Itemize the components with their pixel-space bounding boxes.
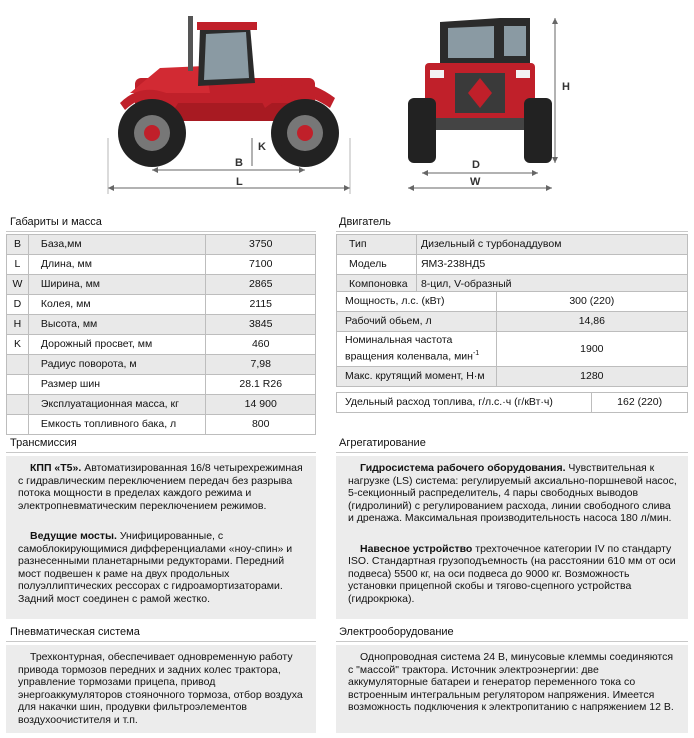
table-row [337,332,688,367]
dimension-code [7,355,29,375]
table-row [337,235,688,255]
engine-volume-value: 14,86 [496,312,687,332]
dimension-name: Радиус поворота, м [28,355,206,375]
gabarity-table [6,234,316,435]
dimension-value: 7,98 [206,355,316,375]
dimension-name: Длина, мм [28,255,206,275]
section-rule [6,452,316,453]
table-row [337,367,688,387]
table-row [7,375,316,395]
engine-layout-value: 8-цил, V-образный [416,275,687,295]
dimension-value: 7100 [206,255,316,275]
hitch-paragraph [348,543,678,606]
hydraulics-paragraph [348,462,678,525]
pneumatic-text: Трехконтурная, обеспечивает одновременную работу привода тормозов передних и задних колес трактора, управление тормозами прицепа, привод энергоаккумуляторов стояночного тормоза, отбор воздуха для накачки шин, продувки фильтроэлементов воздухоочистителя и т.п. [18,651,303,726]
electrical-box [336,645,688,733]
table-row [337,255,688,275]
dimension-name: Дорожный просвет, мм [28,335,206,355]
hitch-text: трехточечное категории IV по стандарту ISO. Стандартная грузоподъемность (на расстоянии 610 мм от оси подвеса) 5500 кг, на оси подвеса до 9000 кг. Возможность установки прицепной скобы и тягово-сцепного устройства (гидрокрюка). [348,542,676,605]
dim-label-w: W [470,176,481,188]
dim-label-k: K [258,141,266,153]
dimension-name: База,мм [28,235,206,255]
dimension-name: Емкость топливного бака, л [28,415,206,435]
dim-label-b: B [235,157,243,169]
dimension-value: 3750 [206,235,316,255]
dimension-name: Колея, мм [28,295,206,315]
section-title-elektro: Электрооборудование [339,626,454,638]
hitch-box [336,456,688,619]
section-title-pnevmo: Пневматическая система [10,626,140,638]
section-rule [336,231,688,232]
dimension-value: 3845 [206,315,316,335]
dimension-name: Ширина, мм [28,275,206,295]
transmission-axles-paragraph [18,530,306,605]
engine-model-value: ЯМЗ-238НД5 [416,255,687,275]
dimension-code: W [7,275,29,295]
dimension-value: 460 [206,335,316,355]
section-title-agregatirovanie: Агрегатирование [339,437,426,449]
engine-torque-label: Макс. крутящий момент, Н·м [337,367,497,387]
dimension-value: 2115 [206,295,316,315]
engine-layout-label: Компоновка [337,275,417,295]
dimension-value: 14 900 [206,395,316,415]
hitch-title: Навесное устройство [360,542,473,555]
engine-rpm-label [337,332,497,367]
dimension-code: B [7,235,29,255]
transmission-axles-title: Ведущие мосты. [30,530,117,542]
table-row [7,415,316,435]
section-rule [6,641,316,642]
dimension-value: 2865 [206,275,316,295]
dimension-name: Размер шин [28,375,206,395]
table-row [7,395,316,415]
dimension-code [7,415,29,435]
engine-rpm-sup: -1 [472,350,480,358]
dim-label-l: L [236,176,243,188]
table-row [7,275,316,295]
engine-fuel-value: 162 (220) [592,393,688,413]
dvigatel-table-bottom [336,392,688,413]
engine-rpm-label-line1: Номинальная частота [345,334,453,347]
hydraulics-text: Чувствительная к нагрузке (LS) система: регулируемый аксиально-поршневой насос, 5-секционный распределитель, 4 пары свободных выводов (гидролиний) с регулированием расхода, линии свободного слива и дренажа. Максимальная производительность насоса 180 л/мин. [348,462,677,524]
engine-type-label: Тип [337,235,417,255]
section-rule [336,452,688,453]
section-title-transmissiya: Трансмиссия [10,437,77,449]
dim-label-d: D [472,159,480,171]
table-row [7,355,316,375]
tractor-front-view-image [400,8,600,198]
dvigatel-table-mid [336,291,688,387]
dimension-value: 800 [206,415,316,435]
table-row [337,393,688,413]
dimension-code: L [7,255,29,275]
engine-power-value: 300 (220) [496,292,687,312]
section-rule [336,641,688,642]
transmission-kpp-text: Автоматизированная 16/8 четырехрежимная с гидравлическим переключением передач без разрыва потока мощности в пределах каждого режима и электропневматическим переключением режимов. [18,462,303,512]
table-row [7,255,316,275]
dimension-code [7,375,29,395]
engine-model-label: Модель [337,255,417,275]
dimension-code: H [7,315,29,335]
section-title-gabarity: Габариты и масса [10,216,102,228]
dimension-code [7,395,29,415]
dimension-code: K [7,335,29,355]
section-title-dvigatel: Двигатель [339,216,391,228]
table-row [7,295,316,315]
dvigatel-table-top [336,234,688,295]
dim-label-h: H [562,81,570,93]
transmission-box [6,456,316,619]
dimension-value: 28.1 R26 [206,375,316,395]
table-row [7,335,316,355]
engine-fuel-label: Удельный расход топлива, г/л.с.·ч (г/кВт·ч) [337,393,592,413]
engine-rpm-value: 1900 [496,332,687,367]
engine-rpm-label-line2: вращения коленвала, мин [345,350,473,363]
table-row [7,235,316,255]
dimension-name: Высота, мм [28,315,206,335]
engine-power-label: Мощность, л.с. (кВт) [337,292,497,312]
transmission-axles-text: Унифицированные, с самоблокирующимися дифференциалами «ноу-спин» и разнесенными планетарными редукторами. Передний мост подвешен к раме на двух продольных полуэллиптических рессорах с гидроамортизаторами. Задний мост соединен с рамой жестко. [18,530,293,605]
engine-type-value: Дизельный с турбонаддувом [416,235,687,255]
pneumatic-box [6,645,316,733]
dimension-code: D [7,295,29,315]
engine-torque-value: 1280 [496,367,687,387]
engine-volume-label: Рабочий обьем, л [337,312,497,332]
hydraulics-title: Гидросистема рабочего оборудования. [360,462,566,474]
transmission-kpp-paragraph [18,462,306,512]
table-row [337,292,688,312]
table-row [7,315,316,335]
dimension-name: Эксплуатационная масса, кг [28,395,206,415]
section-rule [6,231,316,232]
tractor-side-view-image [100,8,365,198]
transmission-kpp-title: КПП «Т5». [30,462,82,474]
electrical-text: Однопроводная система 24 В, минусовые клеммы соединяются с "массой" трактора. Источник электроэнергии: две аккумуляторные батареи и генератор переменного тока со встроенным интегральным регулятором напряжения. Имеется возможность подключения к электропитанию с напряжением 12 В. [348,651,674,713]
table-row [337,312,688,332]
